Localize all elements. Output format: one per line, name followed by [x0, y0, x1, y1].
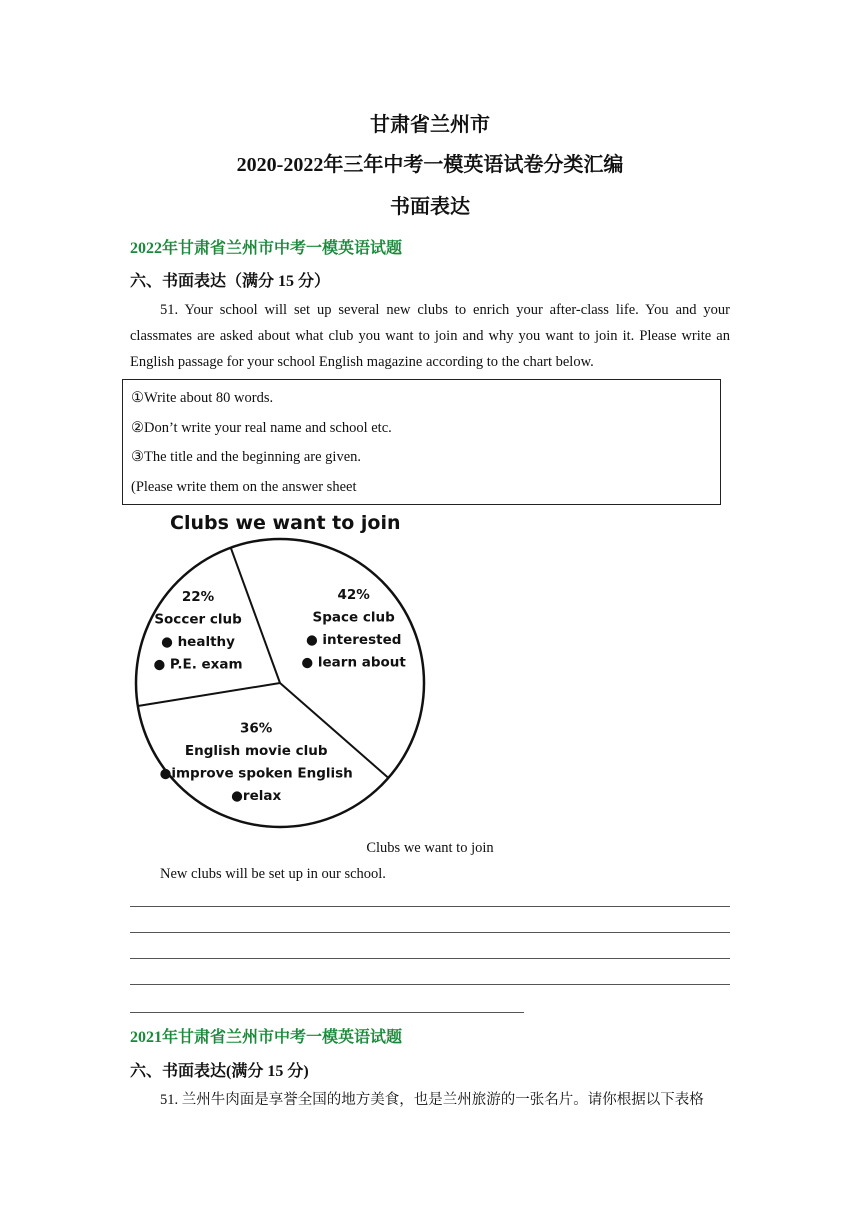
section-heading-2022: 2022年甘肃省兰州市中考一模英语试题: [130, 240, 403, 257]
slice-name-label: Soccer club: [154, 611, 242, 628]
requirement-item: ②Don’t write your real name and school etc.: [131, 419, 392, 436]
chart-title: Clubs we want to join: [170, 512, 401, 534]
pie-chart-svg: [128, 505, 433, 830]
clubs-pie-chart: [128, 505, 433, 830]
slice-name-label: Space club: [312, 609, 395, 626]
doc-title-province: 甘肃省兰州市: [370, 114, 490, 136]
slice-reason-label: ● interested: [305, 631, 402, 648]
requirement-item: (Please write them on the answer sheet: [131, 478, 357, 495]
requirement-item: ①Write about 80 words.: [131, 390, 274, 406]
slice-reason-label: ● P.E. exam: [153, 656, 243, 673]
slice-reason-label: ●relax: [231, 787, 282, 804]
answer-line[interactable]: [130, 984, 730, 985]
slice-percent-label: 36%: [240, 720, 273, 737]
slice-name-label: English movie club: [184, 742, 328, 759]
slice-reason-label: ● learn about: [301, 654, 406, 671]
section-heading-2021: 2021年甘肃省兰州市中考一模英语试题: [130, 1029, 403, 1046]
pie-slice-divider-2: [280, 683, 388, 778]
slice-percent-label: 22%: [181, 589, 215, 606]
passage-beginning: New clubs will be set up in our school.: [160, 866, 386, 882]
slice-reason-label: ●improve spoken English: [159, 765, 353, 782]
requirements-box: [122, 379, 721, 505]
answer-line[interactable]: [130, 932, 730, 933]
subheading-writing-2022: 六、书面表达（满分 15 分）: [130, 273, 331, 290]
chart-caption: Clubs we want to join: [366, 840, 494, 856]
requirement-item: ③The title and the beginning are given.: [131, 449, 362, 465]
question-text-2022: 51. Your school will set up several new clubs to enrich your after-class life. You and your classmates are asked about what club you want to join and why you want to join it. Please write an English passage for your school English magazine according to the chart below.: [130, 302, 730, 370]
doc-title-collection: 2020-2022年三年中考一模英语试卷分类汇编: [236, 154, 624, 176]
slice-reason-label: ● healthy: [161, 634, 235, 651]
answer-line[interactable]: [130, 906, 730, 907]
slice-percent-label: 42%: [337, 586, 370, 603]
answer-line[interactable]: [130, 958, 730, 959]
doc-title-topic: 书面表达: [390, 196, 470, 218]
pie-slice-divider-3: [138, 683, 280, 706]
question-text-2021: 51. 兰州牛肉面是享誉全国的地方美食，也是兰州旅游的一张名片。请你根据以下表格: [160, 1092, 704, 1108]
subheading-writing-2021: 六、书面表达(满分 15 分): [130, 1063, 309, 1080]
answer-line[interactable]: [130, 1012, 524, 1013]
